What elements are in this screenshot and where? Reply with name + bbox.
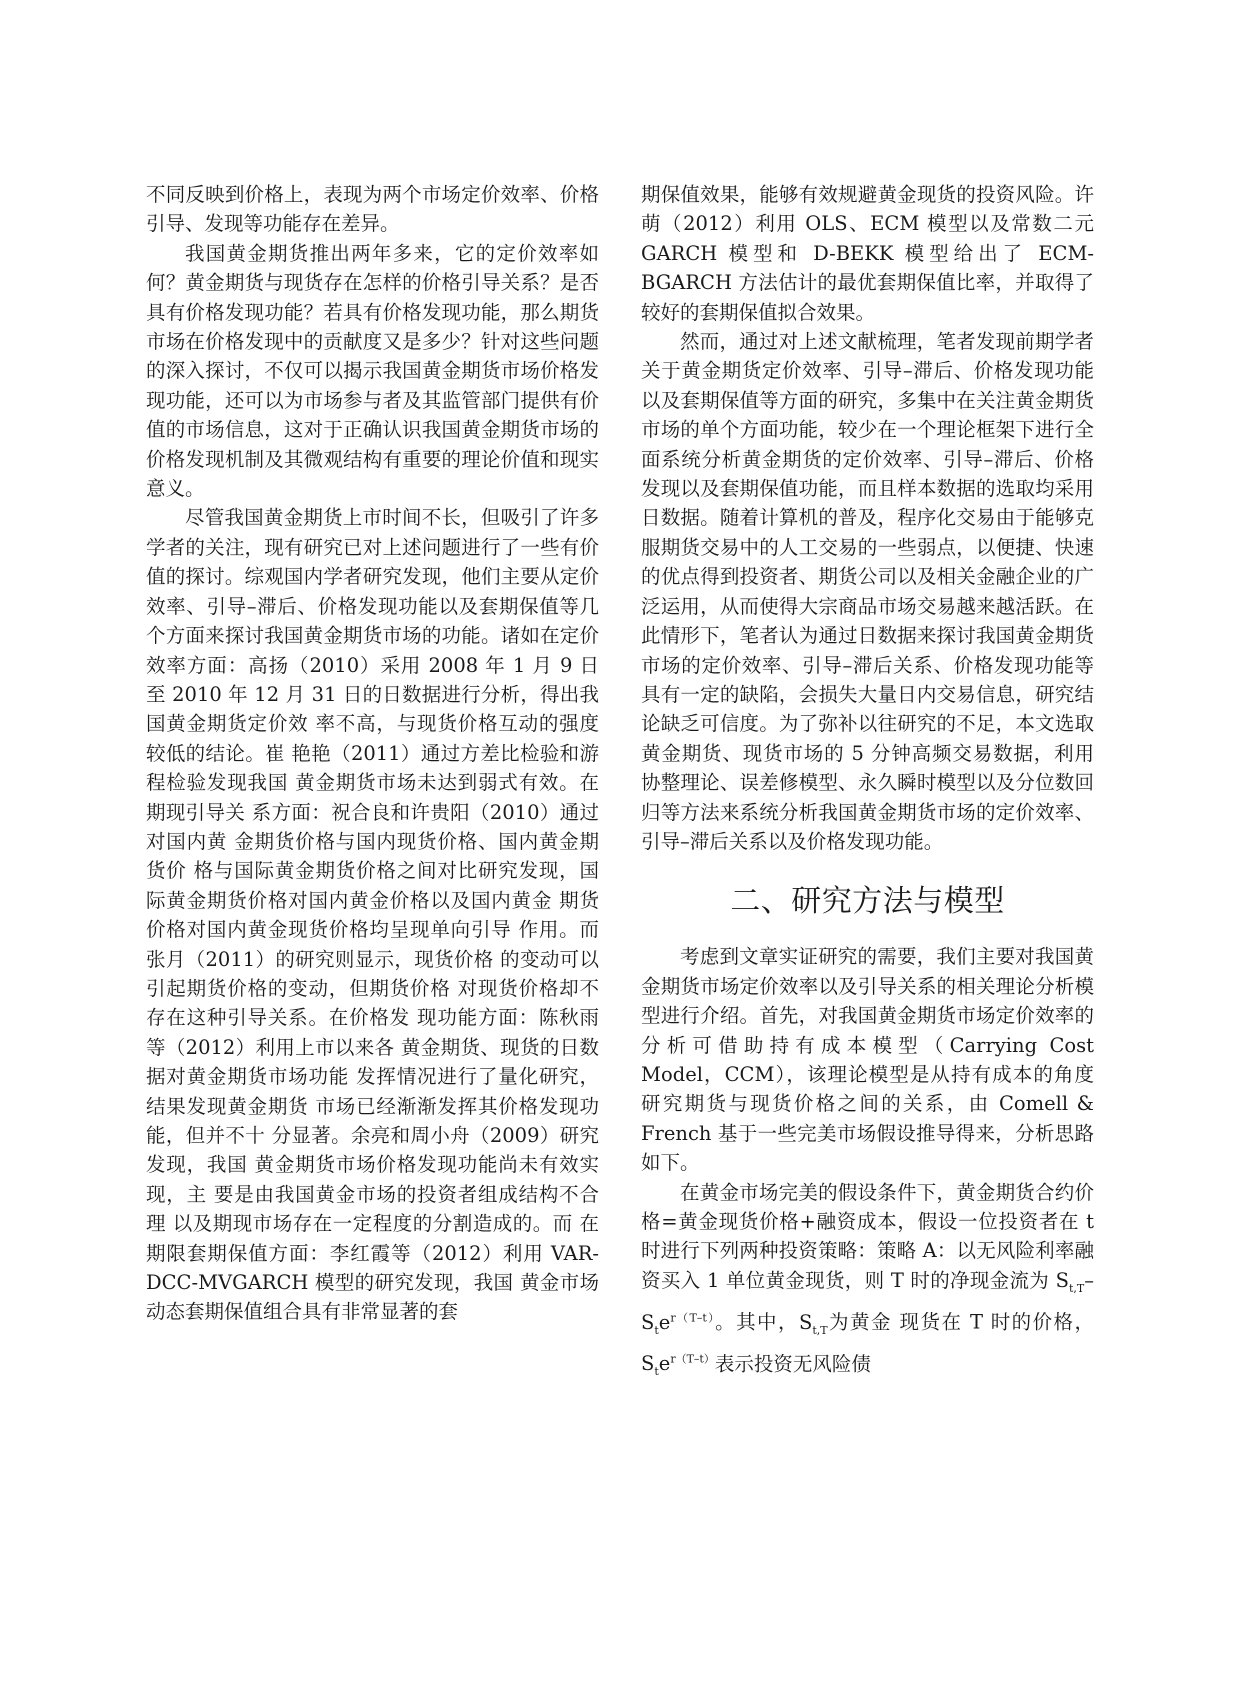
paragraph-text: 在黄金市场完美的假设条件下，黄金期货合约价格=黄金现货价格+融资成本，假设一位投资者在 t 时进行下列两种投资策略：策略 A：以无风险利率融资买入 1 单位黄金现货，则 T 时的净现金流为 — [641, 1180, 1094, 1292]
formula: $S_te^{r(T-t)}$ — [641, 1352, 715, 1379]
paragraph-text: 。其中， — [715, 1310, 799, 1334]
body-paragraph: 不同反映到价格上，表现为两个市场定价效率、价格引导、发现等功能存在差异。 — [146, 183, 599, 236]
formula-paragraph — [641, 1178, 1094, 1387]
body-paragraph: 我国黄金期货推出两年多来，它的定价效率如何？黄金期货与现货存在怎样的价格引导关系？是否具有价格发现功能？若具有价格发现功能，那么期货市场在价格发现中的贡献度又是多少？针对这些问题的深入探讨，不仅可以揭示我国黄金期货市场价格发现功能，还可以为市场参与者及其监管部门提供有价值的市场信息，这对于正确认识我国黄金期货市场的价格发现机制及其微观结构有重要的理论价值和现实意义。 — [146, 241, 599, 501]
paragraph-text: 表示投资无风险债 — [714, 1352, 871, 1376]
formula: $S_{t,T}$ — [798, 1310, 828, 1337]
right-column — [641, 180, 1094, 1387]
body-paragraph: 期保值效果，能够有效规避黄金现货的投资风险。许萌（2012）利用 OLS、ECM 模型以及常数二元 GARCH 模型和 D-BEKK 模型给出了 ECM-BGARCH 方法估计的最优套期保值比率，并取得了较好的套期保值拟合效果。 — [641, 183, 1094, 324]
left-column — [146, 180, 599, 1327]
paragraph-text: 为黄金 现货在 T 时的价格， — [827, 1310, 1094, 1334]
body-paragraph: 尽管我国黄金期货上市时间不长，但吸引了许多学者的关注，现有研究已对上述问题进行了一些有价值的探讨。综观国内学者研究发现，他们主要从定价效率、引导–滞后、价格发现功能以及套期保值等几个方面来探讨我国黄金期货市场的功能。诸如在定价效率方面：高扬（2010）采用 2008 年 1 月 9 日至 2010 年 12 月 31 日的日数据进行分析，得出我国黄金期货定价效 率不高，与现货价格互动的强度较低的结论。崔 艳艳（2011）通过方差比检验和游程检验发现我国 黄金期货市场未达到弱式有效。在期现引导关 系方面：祝合良和许贵阳（2010）通过对国内黄 金期货价格与国内现货价格、国内黄金期货价 格与国际黄金期货价格之间对比研究发现，国 际黄金期货价格对国内黄金价格以及国内黄金 期货价格对国内黄金现货价格均呈现单向引导 作用。而张月（2011）的研究则显示，现货价格 的变动可以引起期货价格的变动，但期货价格 对现货价格却不存在这种引导关系。在价格发 现功能方面：陈秋雨等（2012）利用上市以来各 黄金期货、现货的日数据对黄金期货市场功能 发挥情况进行了量化研究，结果发现黄金期货 市场已经渐渐发挥其价格发现功能，但并不十 分显著。余亮和周小舟（2009）研究发现，我国 黄金期货市场价格发现功能尚未有效实现，主 要是由我国黄金市场的投资者组成结构不合理 以及期现市场存在一定程度的分割造成的。而 在期限套期保值方面：李红霞等（2012）利用 VAR-DCC-MVGARCH 模型的研究发现，我国 黄金市场动态套期保值组合具有非常显著的套 — [146, 506, 599, 1324]
section-heading: 二、研究方法与模型 — [730, 884, 1005, 920]
body-paragraph: 然而，通过对上述文献梳理，笔者发现前期学者关于黄金期货定价效率、引导–滞后、价格发现功能以及套期保值等方面的研究，多集中在关注黄金期货市场的单个方面功能，较少在一个理论框架下进行全面系统分析黄金期货的定价效率、引导–滞后、价格发现以及套期保值功能，而且样本数据的选取均采用日数据。随着计算机的普及，程序化交易由于能够克服期货交易中的人工交易的一些弱点，以便捷、快速的优点得到投资者、期货公司以及相关金融企业的广泛运用，从而使得大宗商品市场交易越来越活跃。在此情形下，笔者认为通过日数据来探讨我国黄金期货市场的定价效率、引导–滞后关系、价格发现功能等具有一定的缺陷，会损失大量日内交易信息，研究结论缺乏可信度。为了弥补以往研究的不足，本文选取黄金期货、现货市场的 5 分钟高频交易数据，利用协整理论、误差修模型、永久瞬时模型以及分位数回归等方法来系统分析我国黄金期货市场的定价效率、引导–滞后关系以及价格发现功能。 — [641, 330, 1094, 853]
formula: $S_{t,T}-S_te^{r(T-t)}$ — [641, 1268, 1094, 1337]
body-paragraph: 考虑到文章实证研究的需要，我们主要对我国黄金期货市场定价效率以及引导关系的相关理论分析模型进行介绍。首先，对我国黄金期货市场定价效率的分析可借助持有成本模型（Carrying Cost Model，CCM），该理论模型是从持有成本的角度研究期货与现货价格之间的关系，由 Comell & French 基于一些完美市场假设推导得来，分析思路如下。 — [641, 945, 1094, 1175]
